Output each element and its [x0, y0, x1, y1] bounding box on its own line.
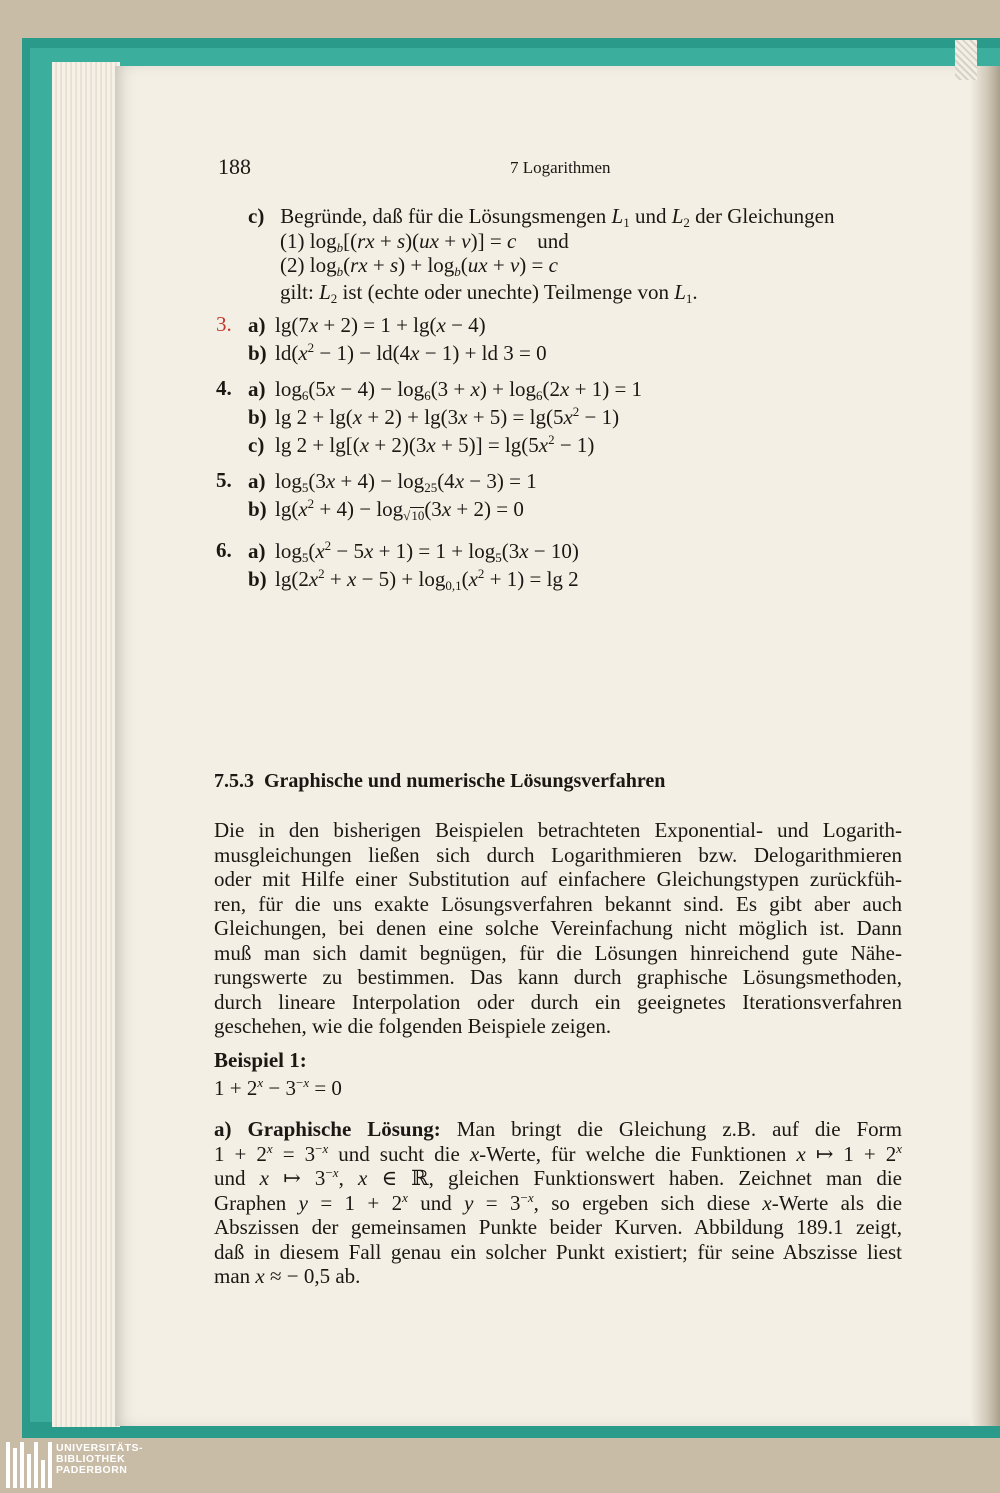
exercise-number-4: 4. — [216, 376, 232, 400]
page-gutter — [970, 66, 1000, 1426]
exercise-4a: a) $\log_6(5x - 4) - \log_6(3 + x) + \log_6(2x + 1) = 1$ — [248, 377, 643, 403]
chapter-title: 7 Logarithmen — [510, 158, 611, 177]
library-logo-bars — [6, 1442, 52, 1488]
exercise-c-line-1: c) Begründe, daß für die Lösungsmengen $L_1$ und $L_2$ der Gleichungen — [248, 204, 835, 230]
solution-line: Abszissen der gemeinsamen Punkte beider Kurven. Abbildung 189.1 zeigt, — [214, 1215, 902, 1239]
paragraph-line: ren, für die uns exakte Lösungsverfahren bekannt sind. Es gibt aber auch — [214, 891, 902, 916]
bookmark-ribbon — [955, 40, 977, 80]
exercise-5a: a) $\log_5(3x + 4) - \log_{25}(4x - 3) = 1$ — [248, 469, 537, 495]
paragraph-line: oder mit Hilfe einer Substitution auf einfachere Gleichungstypen zurückfüh- — [214, 867, 902, 891]
section-heading — [214, 770, 665, 793]
solution-line: Graphen $y = 1 + 2^x$ und $y = 3^{-x}$, so ergeben sich diese x-Werte als die — [214, 1189, 903, 1215]
exercise-number-5: 5. — [216, 468, 232, 492]
exercise-c-label: c) — [248, 204, 265, 228]
exercise-c-equation-1: (1) $\log_b[(rx + s)(ux + v)] = c$ und — [280, 229, 569, 255]
paragraph-line: geschehen, wie die folgenden Beispiele zeigen. — [214, 1014, 612, 1038]
example-equation: $1 + 2^x - 3^{-x} = 0$ — [214, 1075, 342, 1100]
section-number: 7.5.3 — [214, 770, 254, 792]
page-stack-edge — [52, 62, 120, 1427]
paragraph-line: Gleichungen, bei denen eine solche Vereinfachung nicht möglich ist. Dann — [214, 916, 902, 940]
exercise-6a: a) $\log_5(x^2 - 5x + 1) = 1 + \log_5(3x - 10)$ — [248, 538, 579, 565]
exercise-c-line-4: gilt: $L_2$ ist (echte oder unechte) Teilmenge von $L_1$. — [280, 280, 698, 306]
exercise-3a: a) lg(7x + 2) = 1 + lg(x − 4) — [248, 313, 486, 337]
paragraph-line: rungswerte zu bestimmen. Das kann durch graphische Lösungsmethoden, — [214, 965, 902, 989]
exercise-4c: c) $\lg 2 + \lg[(x + 2)(3x + 5)] = \lg(5x^2 - 1)$ — [248, 432, 595, 457]
body-paragraph — [214, 818, 902, 1039]
exercise-5b: b) $\lg(x^2 + 4) - \log_{√10}(3x + 2) = 0$ — [248, 496, 524, 523]
paragraph-line: muß man sich damit begnügen, für die Lösungen hinreichend gute Nähe- — [214, 940, 902, 965]
exercise-4b: b) $\lg 2 + \lg(x + 2) + \lg(3x + 5) = \lg(5x^2 - 1)$ — [248, 404, 620, 429]
paragraph-line: musgleichungen ließen sich durch Logarithmieren bzw. Delogarithmieren — [214, 842, 902, 867]
solution-line: a) Graphische Lösung: Man bringt die Gleichung z.B. auf die Form — [214, 1117, 902, 1141]
example-solution — [214, 1117, 902, 1289]
exercise-c-equation-2: (2) $\log_b(rx + s) + \log_b(ux + v) = c$ — [280, 253, 558, 279]
exercise-3b: b) $ld(x^2 - 1) - ld(4x - 1)$ + ld 3 = 0 — [248, 340, 547, 365]
solution-line: man x ≈ − 0,5 ab. — [214, 1264, 361, 1288]
exercise-number-6: 6. — [216, 538, 232, 562]
paragraph-line: durch lineare Interpolation oder durch ein geeignetes Iterationsverfahren — [214, 989, 902, 1014]
section-title: Graphische und numerische Lösungsverfahren — [264, 770, 666, 792]
exercise-6b: b) $\lg(2x^2 + x - 5) + \log_{0,1}(x^2 + 1) = \lg 2$ — [248, 566, 579, 593]
paragraph-line: Die in den bisherigen Beispielen betrachteten Exponential- und Logarith- — [214, 818, 902, 842]
library-name: UNIVERSITÄTS- BIBLIOTHEK PADERBORN — [56, 1442, 144, 1476]
exercise-number-3: 3. — [216, 312, 232, 336]
page-number: 188 — [218, 154, 251, 179]
solution-heading: a) Graphische Lösung: — [214, 1117, 441, 1141]
solution-line: und x ↦ $3^{-x}$, x ∈ ℝ, gleichen Funktionswert haben. Zeichnet man die — [214, 1165, 903, 1190]
solution-line: daß in diesem Fall genau ein solcher Punkt existiert; für seine Abszisse liest — [214, 1239, 902, 1264]
solution-line: $1 + 2^x = 3^{-x}$ und sucht die x-Werte, für welche die Funktionen x ↦ $1 + 2^x$ — [214, 1140, 903, 1166]
scan-footer — [0, 1438, 1000, 1493]
example-title: Beispiel 1: — [214, 1048, 307, 1072]
library-logo — [6, 1442, 143, 1488]
